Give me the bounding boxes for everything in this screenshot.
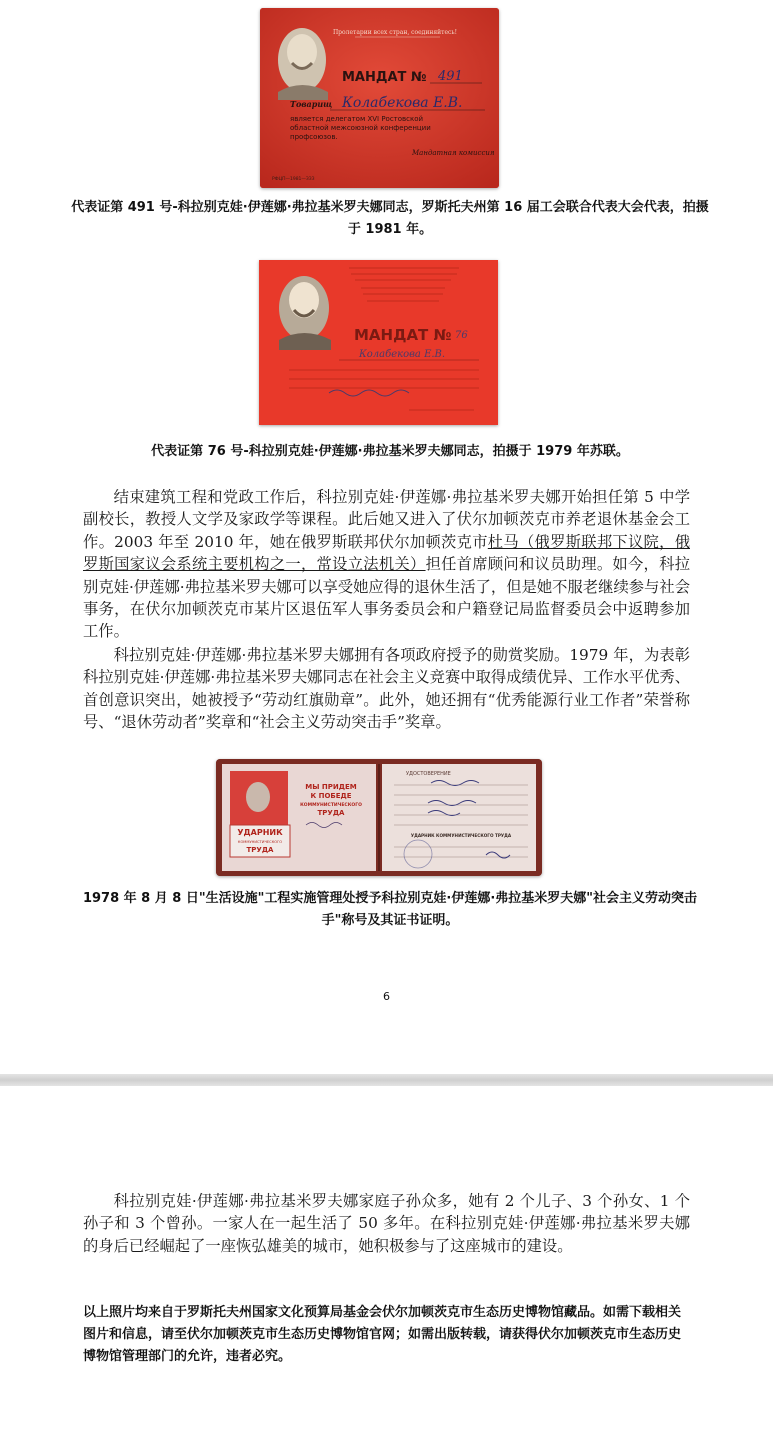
certificate-title: УДАРНИК КОММУНИСТИЧЕСКОГО ТРУДА [410, 833, 512, 838]
card1-heading: МАНДАТ № [342, 70, 427, 85]
photo3-caption: 1978 年 8 月 8 日"生活设施"工程实施管理处授予科拉别克娃·伊莲娜·弗拉基米罗夫娜"社会主义劳动突击手"称号及其证书证明。 [82, 891, 698, 928]
card1-tovarish: Товарищ [290, 99, 333, 109]
badge-line2: КОММУНИСТИЧЕСКОГО [237, 840, 283, 844]
card1-name: Колабекова Е.В. [342, 95, 463, 111]
card1-line1: является делегатом XVI Ростовской [290, 115, 424, 123]
page-divider [0, 1074, 773, 1086]
card1-slogan: Пролетарии всех стран, соединяйтесь! [332, 29, 458, 36]
paragraph-career-text-1: 结束建筑工程和党政工作后，科拉别克娃·伊莲娜·弗拉基米罗夫娜开始担任第 5 中学副校长，教授人文学及家政学等课程。此后她又进入了伏尔加顿茨克市养老退休基金会工作。2003 年至 2010 年，她在俄罗斯联邦伏尔加顿茨克市 [83, 488, 690, 551]
paragraph-awards: 科拉别克娃·伊莲娜·弗拉基米罗夫娜拥有各项政府授予的勋赏奖励。1979 年，为表彰科拉别克娃·伊莲娜·弗拉基米罗夫娜同志在社会主义竞赛中取得成绩优异、工作水平优秀、首创意识突出，她被授予“劳动红旗勋章”。此外，她还拥有“优秀能源行业工作者”荣誉称号、“退休劳动者”奖章和“社会主义劳动突击手”奖章。 [83, 646, 690, 732]
certificate-header: УДОСТОВЕРЕНИЕ [406, 771, 451, 777]
mandate-card-76-photo [259, 260, 498, 425]
slogan-line3: КОММУНИСТИЧЕСКОГО [300, 803, 362, 808]
page-number: 6 [383, 990, 390, 1003]
mandate-card-491-photo [260, 8, 499, 188]
photo1-caption: 代表证第 491 号-科拉别克娃·伊莲娜·弗拉基米罗夫娜同志，罗斯托夫州第 16 届工会联合代表大会代表，拍摄于 1981 年。 [71, 200, 709, 237]
paragraph-family: 科拉别克娃·伊莲娜·弗拉基米罗夫娜家庭子孙众多，她有 2 个儿子、3 个孙女、1 个孙子和 3 个曾孙。一家人在一起生活了 50 多年。在科拉别克娃·伊莲娜·弗拉基米罗夫娜的身后已经崛起了一座恢弘雄美的城市，她积极参与了这座城市的建设。 [83, 1192, 690, 1255]
slogan-line1: МЫ ПРИДЕМ [305, 783, 357, 791]
card1-footer: РФЦП—1981—ЗЗЗ [272, 177, 315, 182]
card2-number: 76 [455, 330, 468, 341]
duma-underlined-text: 杜马（俄罗斯联邦下议院，俄罗斯国家议会系统主要机构之一，常设立法机关） [83, 532, 690, 574]
badge-line3: ТРУДА [246, 846, 274, 854]
document-page-2 [0, 1086, 773, 1440]
shock-worker-certificate-photo [216, 759, 542, 876]
copyright-note: 以上照片均来自于罗斯托夫州国家文化预算局基金会伏尔加顿茨克市生态历史博物馆藏品。如需下载相关图片和信息，请至伏尔加顿茨克市生态历史博物馆官网；如需出版转载，请获得伏尔加顿茨克市生态历史博物馆管理部门的允许，违者必究。 [83, 1305, 682, 1364]
card1-number: 491 [438, 69, 463, 84]
card2-name: Колабекова Е.В. [359, 349, 446, 360]
slogan-line4: ТРУДА [317, 809, 345, 817]
card1-line2: областной межсоюзной конференции [290, 124, 431, 132]
photo2-caption: 代表证第 76 号-科拉别克娃·伊莲娜·弗拉基米罗夫娜同志，拍摄于 1979 年苏联。 [151, 444, 629, 459]
slogan-line2: К ПОБЕДЕ [310, 792, 352, 800]
badge-line1: УДАРНИК [237, 828, 283, 837]
card1-commission: Мандатная комиссия [412, 149, 495, 157]
card1-line3: профсоюзов. [290, 133, 338, 141]
paragraph-career [83, 486, 690, 643]
card2-heading: МАНДАТ № [354, 326, 452, 344]
paragraph-career-text-2: 担任首席顾问和议员助理。如今，科拉别克娃·伊莲娜·弗拉基米罗夫娜可以享受她应得的退休生活了，但是她不服老继续参与社会事务，在伏尔加顿茨克市某片区退伍军人事务委员会和户籍登记局监督委员会中返聘参加工作。 [83, 555, 690, 641]
